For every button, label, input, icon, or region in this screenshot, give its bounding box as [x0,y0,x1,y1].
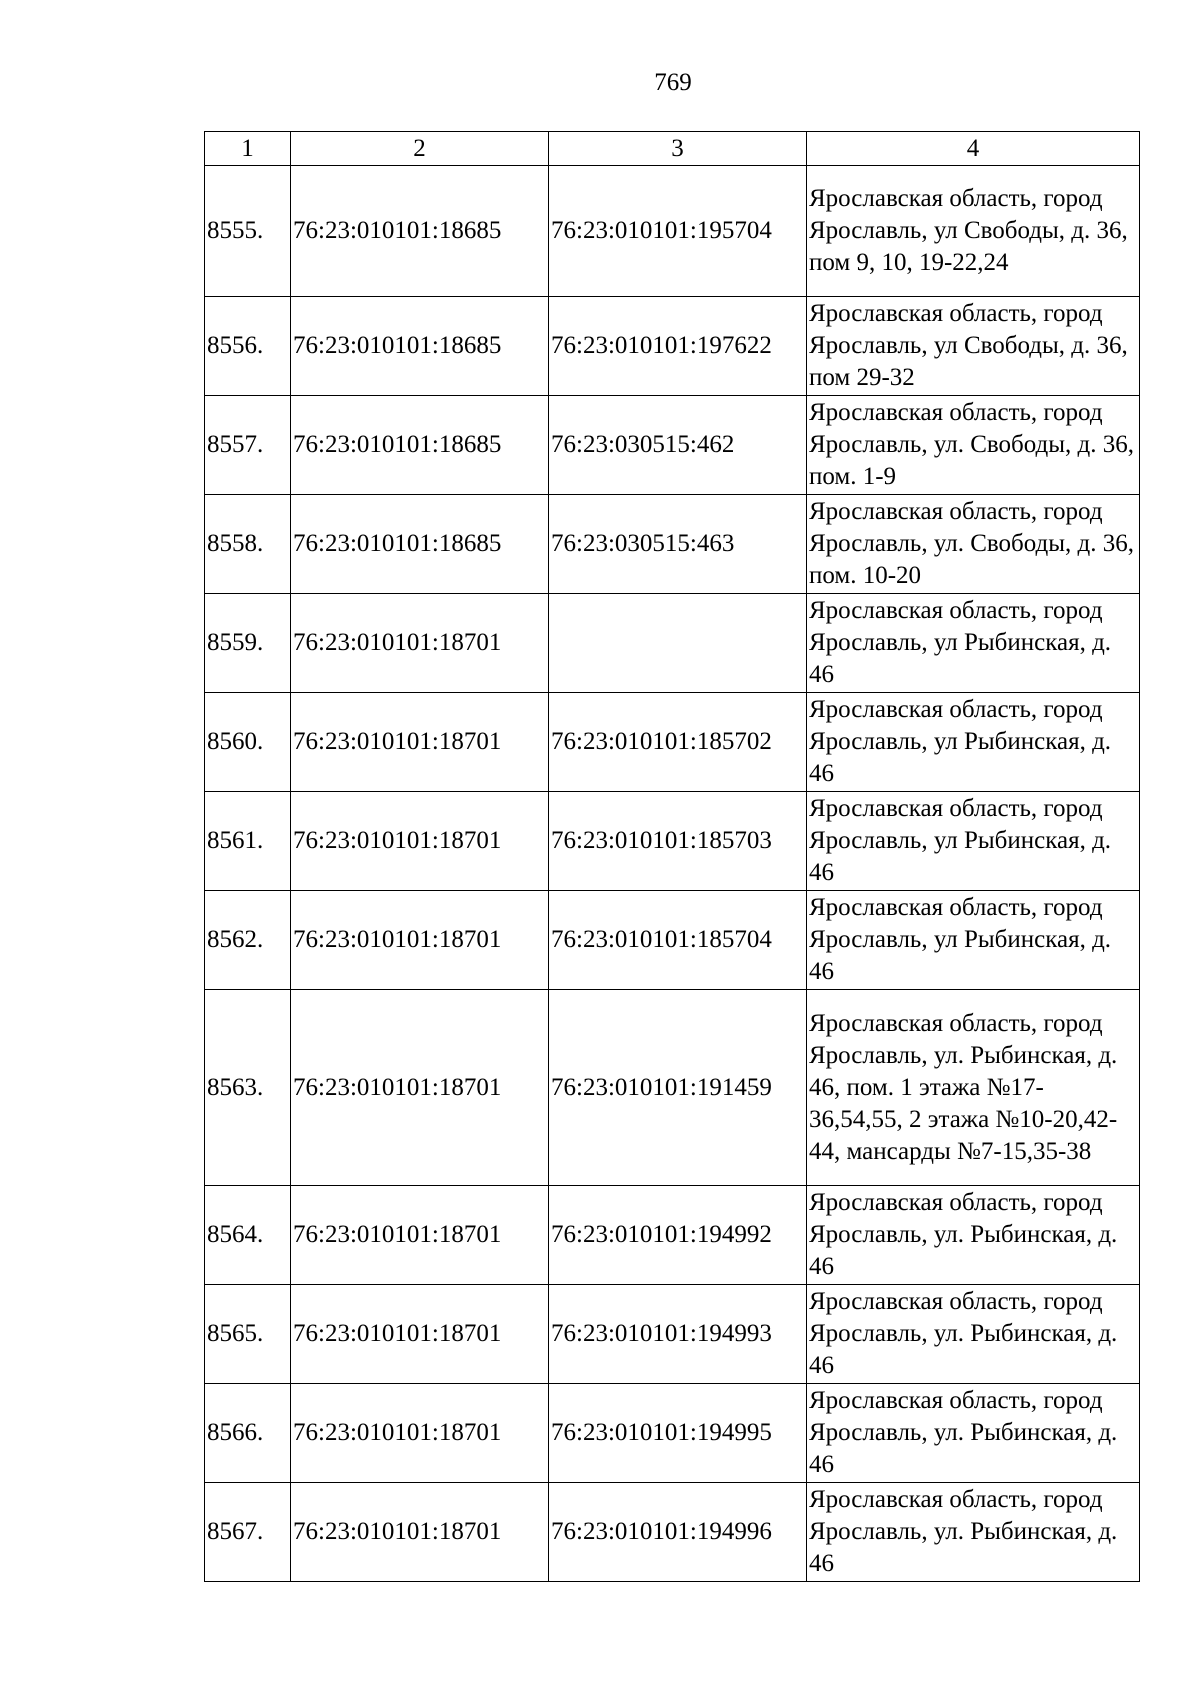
cadastral-number-cell: 76:23:010101:18701 [291,1384,549,1483]
object-number-cell: 76:23:010101:197622 [549,297,807,396]
object-number-cell: 76:23:010101:194992 [549,1186,807,1285]
table-row [205,166,1140,297]
row-number-cell: 8556. [205,297,291,396]
row-number-cell: 8564. [205,1186,291,1285]
table-row [205,1285,1140,1384]
cadastral-number-cell: 76:23:010101:18685 [291,297,549,396]
object-number-cell: 76:23:010101:191459 [549,990,807,1186]
table-row [205,297,1140,396]
cadastral-number-cell: 76:23:010101:18701 [291,1186,549,1285]
cadastral-number-cell: 76:23:010101:18701 [291,990,549,1186]
address-cell: Ярославская область, город Ярославль, ул Свободы, д. 36, пом 29-32 [807,297,1140,396]
table-header-row [205,132,1140,166]
column-header-1: 1 [205,132,291,166]
address-cell: Ярославская область, город Ярославль, ул Рыбинская, д. 46 [807,891,1140,990]
address-cell: Ярославская область, город Ярославль, ул. Рыбинская, д. 46, пом. 1 этажа №17-36,54,55, 2 этажа №10-20,42-44, мансарды №7-15,35-38 [807,990,1140,1186]
address-cell: Ярославская область, город Ярославль, ул Рыбинская, д. 46 [807,693,1140,792]
table-row [205,891,1140,990]
object-number-cell: 76:23:030515:462 [549,396,807,495]
column-header-3: 3 [549,132,807,166]
cadastral-number-cell: 76:23:010101:18701 [291,1285,549,1384]
cadastral-table [204,131,1140,1582]
object-number-cell [549,594,807,693]
row-number-cell: 8562. [205,891,291,990]
object-number-cell: 76:23:030515:463 [549,495,807,594]
cadastral-number-cell: 76:23:010101:18685 [291,495,549,594]
row-number-cell: 8561. [205,792,291,891]
table-row [205,495,1140,594]
row-number-cell: 8559. [205,594,291,693]
table-row [205,594,1140,693]
table-row [205,990,1140,1186]
address-cell: Ярославская область, город Ярославль, ул. Рыбинская, д. 46 [807,1186,1140,1285]
cadastral-number-cell: 76:23:010101:18685 [291,396,549,495]
column-header-4: 4 [807,132,1140,166]
table-row [205,1384,1140,1483]
address-cell: Ярославская область, город Ярославль, ул Свободы, д. 36, пом 9, 10, 19-22,24 [807,166,1140,297]
object-number-cell: 76:23:010101:185703 [549,792,807,891]
row-number-cell: 8565. [205,1285,291,1384]
object-number-cell: 76:23:010101:194995 [549,1384,807,1483]
cadastral-number-cell: 76:23:010101:18701 [291,891,549,990]
table-row [205,396,1140,495]
object-number-cell: 76:23:010101:185704 [549,891,807,990]
row-number-cell: 8563. [205,990,291,1186]
row-number-cell: 8557. [205,396,291,495]
address-cell: Ярославская область, город Ярославль, ул. Рыбинская, д. 46 [807,1384,1140,1483]
row-number-cell: 8567. [205,1483,291,1582]
row-number-cell: 8558. [205,495,291,594]
table-row [205,1483,1140,1582]
address-cell: Ярославская область, город Ярославль, ул Рыбинская, д. 46 [807,594,1140,693]
row-number-cell: 8560. [205,693,291,792]
object-number-cell: 76:23:010101:194993 [549,1285,807,1384]
object-number-cell: 76:23:010101:194996 [549,1483,807,1582]
address-cell: Ярославская область, город Ярославль, ул. Рыбинская, д. 46 [807,1483,1140,1582]
address-cell: Ярославская область, город Ярославль, ул. Рыбинская, д. 46 [807,1285,1140,1384]
cadastral-number-cell: 76:23:010101:18685 [291,166,549,297]
cadastral-number-cell: 76:23:010101:18701 [291,792,549,891]
page-number: 769 [654,69,692,96]
column-header-2: 2 [291,132,549,166]
address-cell: Ярославская область, город Ярославль, ул. Свободы, д. 36, пом. 10-20 [807,495,1140,594]
table-row [205,693,1140,792]
object-number-cell: 76:23:010101:185702 [549,693,807,792]
cadastral-number-cell: 76:23:010101:18701 [291,693,549,792]
row-number-cell: 8555. [205,166,291,297]
cadastral-number-cell: 76:23:010101:18701 [291,594,549,693]
address-cell: Ярославская область, город Ярославль, ул. Свободы, д. 36, пом. 1-9 [807,396,1140,495]
table-row [205,1186,1140,1285]
address-cell: Ярославская область, город Ярославль, ул Рыбинская, д. 46 [807,792,1140,891]
cadastral-number-cell: 76:23:010101:18701 [291,1483,549,1582]
object-number-cell: 76:23:010101:195704 [549,166,807,297]
table-row [205,792,1140,891]
row-number-cell: 8566. [205,1384,291,1483]
